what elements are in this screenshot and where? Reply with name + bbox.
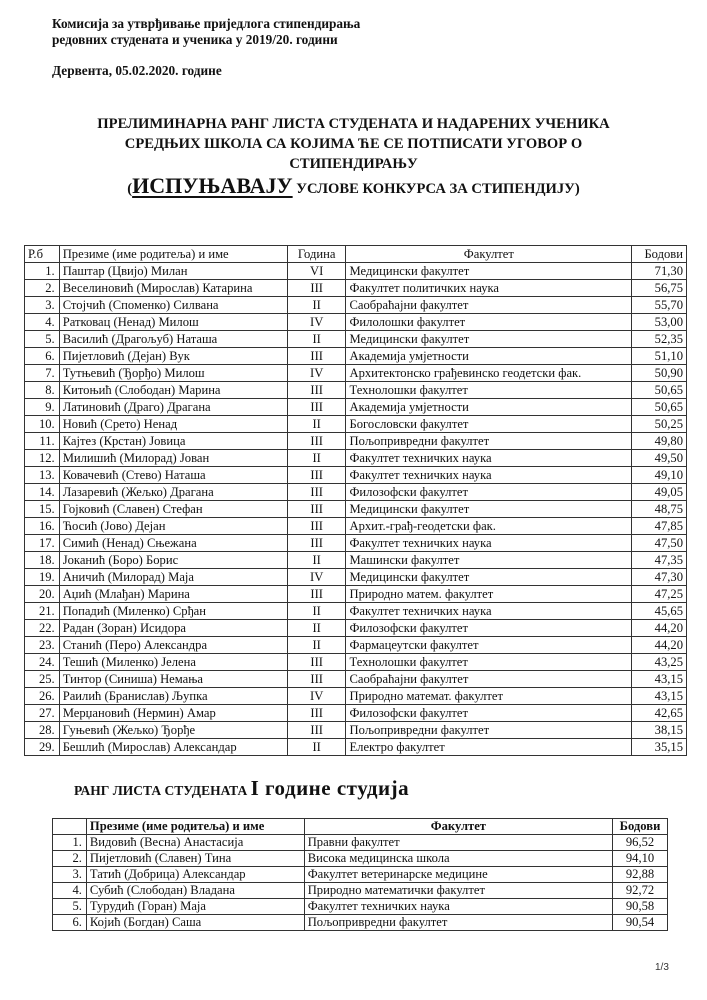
table-row bbox=[25, 484, 687, 501]
cell-faculty: Пољопривредни факултет bbox=[346, 433, 632, 450]
cell-rank: 7. bbox=[25, 365, 60, 382]
cell-name: Станић (Перо) Александра bbox=[59, 637, 287, 654]
title-emphasis: ИСПУЊАВАЈУ bbox=[132, 173, 293, 198]
cell-year: III bbox=[287, 280, 346, 297]
cell-faculty: Природно математички факултет bbox=[304, 883, 612, 899]
cell-points: 56,75 bbox=[632, 280, 687, 297]
cell-year: III bbox=[287, 484, 346, 501]
cell-points: 49,05 bbox=[632, 484, 687, 501]
cell-year: VI bbox=[287, 263, 346, 280]
cell-points: 47,30 bbox=[632, 569, 687, 586]
cell-name: Симић (Ненад) Сњежана bbox=[59, 535, 287, 552]
cell-rank: 28. bbox=[25, 722, 60, 739]
cell-rank: 17. bbox=[25, 535, 60, 552]
title-line2: СРЕДЊИХ ШКОЛА СА КОЈИМА ЋЕ СЕ ПОТПИСАТИ УГОВОР О bbox=[124, 136, 583, 152]
table-row bbox=[25, 297, 687, 314]
title-line3: СТИПЕНДИРАЊУ bbox=[289, 156, 418, 172]
cell-year: II bbox=[287, 739, 346, 756]
cell-name: Паштар (Цвијо) Милан bbox=[59, 263, 287, 280]
cell-name: Веселиновић (Мирослав) Катарина bbox=[59, 280, 287, 297]
cell-rank: 23. bbox=[25, 637, 60, 654]
cell-points: 47,85 bbox=[632, 518, 687, 535]
cell-faculty: Технолошки факултет bbox=[346, 654, 632, 671]
cell-rank: 9. bbox=[25, 399, 60, 416]
cell-rank: 27. bbox=[25, 705, 60, 722]
cell-name: Субић (Слободан) Владана bbox=[86, 883, 304, 899]
cell-name: Тешић (Миленко) Јелена bbox=[59, 654, 287, 671]
cell-name: Латиновић (Драго) Драгана bbox=[59, 399, 287, 416]
cell-rank: 6. bbox=[53, 915, 87, 931]
cell-name: Гојковић (Славен) Стефан bbox=[59, 501, 287, 518]
cell-year: IV bbox=[287, 314, 346, 331]
cell-year: III bbox=[287, 467, 346, 484]
cell-faculty: Филозофски факултет bbox=[346, 705, 632, 722]
cell-year: III bbox=[287, 382, 346, 399]
cell-name: Видовић (Весна) Анастасија bbox=[86, 835, 304, 851]
cell-faculty: Природно матем. факултет bbox=[346, 586, 632, 603]
cell-name: Стојчић (Споменко) Силвана bbox=[59, 297, 287, 314]
cell-points: 50,25 bbox=[632, 416, 687, 433]
cell-name: Ћосић (Јово) Дејан bbox=[59, 518, 287, 535]
cell-rank: 3. bbox=[25, 297, 60, 314]
table-row bbox=[25, 314, 687, 331]
table-row bbox=[25, 722, 687, 739]
cell-year: III bbox=[287, 348, 346, 365]
cell-rank: 5. bbox=[53, 899, 87, 915]
cell-name: Пијетловић (Дејан) Вук bbox=[59, 348, 287, 365]
cell-rank: 16. bbox=[25, 518, 60, 535]
header-name: Презиме (име родитеља) и име bbox=[59, 246, 287, 263]
cell-name: Раилић (Бранислав) Љупка bbox=[59, 688, 287, 705]
cell-rank: 3. bbox=[53, 867, 87, 883]
cell-rank: 6. bbox=[25, 348, 60, 365]
cell-faculty: Академија умјетности bbox=[346, 348, 632, 365]
table-row bbox=[25, 637, 687, 654]
cell-name: Гуњевић (Жељко) Ђорђе bbox=[59, 722, 287, 739]
header-points: Бодови bbox=[632, 246, 687, 263]
document-title bbox=[0, 114, 707, 199]
header-faculty: Факултет bbox=[304, 819, 612, 835]
cell-points: 47,35 bbox=[632, 552, 687, 569]
table-row bbox=[25, 433, 687, 450]
table-row bbox=[25, 671, 687, 688]
cell-points: 92,88 bbox=[613, 867, 668, 883]
cell-year: II bbox=[287, 450, 346, 467]
table-row bbox=[53, 915, 668, 931]
cell-year: IV bbox=[287, 365, 346, 382]
cell-year: III bbox=[287, 399, 346, 416]
cell-points: 52,35 bbox=[632, 331, 687, 348]
cell-name: Ковачевић (Стево) Наташа bbox=[59, 467, 287, 484]
cell-name: Татић (Добрица) Александар bbox=[86, 867, 304, 883]
table-row bbox=[25, 620, 687, 637]
table-row bbox=[25, 603, 687, 620]
cell-year: III bbox=[287, 722, 346, 739]
cell-points: 44,20 bbox=[632, 620, 687, 637]
commission-name-line2: редовних студената и ученика у 2019/20. години bbox=[52, 32, 338, 47]
page-number: 1/3 bbox=[655, 962, 669, 973]
cell-name: Новић (Срето) Ненад bbox=[59, 416, 287, 433]
cell-points: 42,65 bbox=[632, 705, 687, 722]
cell-name: Радан (Зоран) Исидора bbox=[59, 620, 287, 637]
first-year-table bbox=[52, 818, 668, 931]
cell-faculty: Факултет техничких наука bbox=[346, 603, 632, 620]
cell-points: 38,15 bbox=[632, 722, 687, 739]
cell-name: Бешлић (Мирослав) Александар bbox=[59, 739, 287, 756]
cell-points: 51,10 bbox=[632, 348, 687, 365]
table-row bbox=[25, 331, 687, 348]
cell-rank: 5. bbox=[25, 331, 60, 348]
cell-points: 49,50 bbox=[632, 450, 687, 467]
cell-year: III bbox=[287, 535, 346, 552]
cell-name: Ратковац (Ненад) Милош bbox=[59, 314, 287, 331]
table-row bbox=[25, 365, 687, 382]
table-row bbox=[25, 552, 687, 569]
cell-points: 43,15 bbox=[632, 671, 687, 688]
cell-name: Којић (Богдан) Саша bbox=[86, 915, 304, 931]
cell-rank: 4. bbox=[25, 314, 60, 331]
header-points: Бодови bbox=[613, 819, 668, 835]
table-row bbox=[53, 867, 668, 883]
cell-faculty: Саобраћајни факултет bbox=[346, 671, 632, 688]
cell-faculty: Правни факултет bbox=[304, 835, 612, 851]
cell-rank: 15. bbox=[25, 501, 60, 518]
section-title-big: I године студија bbox=[250, 776, 410, 800]
cell-rank: 11. bbox=[25, 433, 60, 450]
cell-year: III bbox=[287, 518, 346, 535]
cell-points: 50,65 bbox=[632, 382, 687, 399]
cell-year: II bbox=[287, 552, 346, 569]
cell-year: II bbox=[287, 416, 346, 433]
cell-points: 49,80 bbox=[632, 433, 687, 450]
table-row bbox=[25, 739, 687, 756]
cell-year: III bbox=[287, 671, 346, 688]
cell-year: III bbox=[287, 501, 346, 518]
table-row bbox=[25, 416, 687, 433]
table-header-row bbox=[25, 246, 687, 263]
cell-year: III bbox=[287, 433, 346, 450]
cell-year: II bbox=[287, 620, 346, 637]
cell-faculty: Медицински факултет bbox=[346, 569, 632, 586]
cell-rank: 12. bbox=[25, 450, 60, 467]
title-line1: ПРЕЛИМИНАРНА РАНГ ЛИСТА СТУДЕНАТА И НАДАРЕНИХ УЧЕНИКА bbox=[97, 116, 610, 132]
cell-name: Попадић (Миленко) Срђан bbox=[59, 603, 287, 620]
cell-points: 55,70 bbox=[632, 297, 687, 314]
cell-name: Китоњић (Слободан) Марина bbox=[59, 382, 287, 399]
cell-points: 96,52 bbox=[613, 835, 668, 851]
cell-year: III bbox=[287, 586, 346, 603]
cell-name: Тинтор (Синиша) Немања bbox=[59, 671, 287, 688]
table-row bbox=[25, 501, 687, 518]
cell-rank: 2. bbox=[53, 851, 87, 867]
cell-faculty: Електро факултет bbox=[346, 739, 632, 756]
cell-name: Турудић (Горан) Маја bbox=[86, 899, 304, 915]
table-row bbox=[25, 518, 687, 535]
cell-rank: 2. bbox=[25, 280, 60, 297]
cell-faculty: Машински факултет bbox=[346, 552, 632, 569]
header-no: Р.б bbox=[25, 246, 60, 263]
cell-points: 94,10 bbox=[613, 851, 668, 867]
header-faculty: Факултет bbox=[346, 246, 632, 263]
table-row bbox=[25, 535, 687, 552]
cell-rank: 24. bbox=[25, 654, 60, 671]
cell-year: II bbox=[287, 637, 346, 654]
cell-rank: 26. bbox=[25, 688, 60, 705]
main-ranking-table bbox=[24, 245, 687, 756]
cell-faculty: Филозофски факултет bbox=[346, 620, 632, 637]
cell-faculty: Природно математ. факултет bbox=[346, 688, 632, 705]
cell-faculty: Медицински факултет bbox=[346, 501, 632, 518]
cell-rank: 8. bbox=[25, 382, 60, 399]
cell-name: Кајтез (Крстан) Јовица bbox=[59, 433, 287, 450]
cell-rank: 14. bbox=[25, 484, 60, 501]
cell-rank: 21. bbox=[25, 603, 60, 620]
cell-rank: 29. bbox=[25, 739, 60, 756]
table-row bbox=[25, 705, 687, 722]
cell-faculty: Пољопривредни факултет bbox=[346, 722, 632, 739]
cell-rank: 4. bbox=[53, 883, 87, 899]
commission-name-line1: Комисија за утврђивање приједлога стипендирања bbox=[52, 16, 361, 31]
table-row bbox=[25, 586, 687, 603]
cell-rank: 22. bbox=[25, 620, 60, 637]
section-title-small: РАНГ ЛИСТА СТУДЕНАТА bbox=[74, 783, 251, 798]
table-row bbox=[53, 835, 668, 851]
cell-points: 44,20 bbox=[632, 637, 687, 654]
cell-faculty: Филозофски факултет bbox=[346, 484, 632, 501]
cell-points: 49,10 bbox=[632, 467, 687, 484]
cell-faculty: Фармацеутски факултет bbox=[346, 637, 632, 654]
cell-year: II bbox=[287, 603, 346, 620]
cell-faculty: Факултет ветеринарске медицине bbox=[304, 867, 612, 883]
cell-faculty: Архитектонско грађевинско геодетски фак. bbox=[346, 365, 632, 382]
cell-points: 45,65 bbox=[632, 603, 687, 620]
cell-name: Аџић (Млађан) Марина bbox=[59, 586, 287, 603]
table-row bbox=[25, 280, 687, 297]
section-title-first-year bbox=[74, 776, 409, 801]
cell-year: III bbox=[287, 705, 346, 722]
cell-year: IV bbox=[287, 569, 346, 586]
cell-points: 48,75 bbox=[632, 501, 687, 518]
cell-name: Мерџановић (Нермин) Амар bbox=[59, 705, 287, 722]
cell-rank: 25. bbox=[25, 671, 60, 688]
cell-faculty: Медицински факултет bbox=[346, 331, 632, 348]
cell-rank: 1. bbox=[25, 263, 60, 280]
table-row bbox=[25, 348, 687, 365]
cell-rank: 10. bbox=[25, 416, 60, 433]
cell-points: 47,50 bbox=[632, 535, 687, 552]
cell-rank: 1. bbox=[53, 835, 87, 851]
cell-name: Милишић (Милорад) Јован bbox=[59, 450, 287, 467]
cell-points: 47,25 bbox=[632, 586, 687, 603]
table-row bbox=[53, 851, 668, 867]
cell-points: 90,54 bbox=[613, 915, 668, 931]
cell-points: 92,72 bbox=[613, 883, 668, 899]
table-row bbox=[25, 263, 687, 280]
cell-faculty: Висока медицинска школа bbox=[304, 851, 612, 867]
title-line4 bbox=[0, 173, 707, 199]
cell-name: Јоканић (Боро) Борис bbox=[59, 552, 287, 569]
table-row bbox=[25, 382, 687, 399]
cell-faculty: Богословски факултет bbox=[346, 416, 632, 433]
table-header-row bbox=[53, 819, 668, 835]
cell-rank: 19. bbox=[25, 569, 60, 586]
cell-faculty: Архит.-грађ-геодетски фак. bbox=[346, 518, 632, 535]
cell-faculty: Технолошки факултет bbox=[346, 382, 632, 399]
cell-points: 50,65 bbox=[632, 399, 687, 416]
cell-rank: 18. bbox=[25, 552, 60, 569]
cell-faculty: Филолошки факултет bbox=[346, 314, 632, 331]
cell-name: Лазаревић (Жељко) Драгана bbox=[59, 484, 287, 501]
header-no bbox=[53, 819, 87, 835]
cell-rank: 20. bbox=[25, 586, 60, 603]
cell-points: 90,58 bbox=[613, 899, 668, 915]
cell-faculty: Факултет техничких наука bbox=[304, 899, 612, 915]
cell-name: Пијетловић (Славен) Тина bbox=[86, 851, 304, 867]
table-row bbox=[53, 883, 668, 899]
cell-faculty: Медицински факултет bbox=[346, 263, 632, 280]
cell-year: II bbox=[287, 297, 346, 314]
cell-points: 43,15 bbox=[632, 688, 687, 705]
cell-faculty: Пољопривредни факултет bbox=[304, 915, 612, 931]
cell-faculty: Факултет техничких наука bbox=[346, 450, 632, 467]
header-name: Презиме (име родитеља) и име bbox=[86, 819, 304, 835]
cell-name: Тутњевић (Ђорђо) Милош bbox=[59, 365, 287, 382]
cell-points: 53,00 bbox=[632, 314, 687, 331]
cell-rank: 13. bbox=[25, 467, 60, 484]
cell-name: Аничић (Милорад) Маја bbox=[59, 569, 287, 586]
cell-year: III bbox=[287, 654, 346, 671]
table-row bbox=[25, 654, 687, 671]
cell-year: II bbox=[287, 331, 346, 348]
cell-year: IV bbox=[287, 688, 346, 705]
cell-points: 50,90 bbox=[632, 365, 687, 382]
cell-faculty: Факултет техничких наука bbox=[346, 535, 632, 552]
table-row bbox=[25, 569, 687, 586]
title-paren-open: ( bbox=[127, 181, 133, 197]
table-row bbox=[25, 467, 687, 484]
table-row bbox=[53, 899, 668, 915]
cell-faculty: Факултет техничких наука bbox=[346, 467, 632, 484]
cell-faculty: Академија умјетности bbox=[346, 399, 632, 416]
table-row bbox=[25, 688, 687, 705]
table-row bbox=[25, 399, 687, 416]
cell-points: 35,15 bbox=[632, 739, 687, 756]
cell-name: Василић (Драгољуб) Наташа bbox=[59, 331, 287, 348]
cell-faculty: Факултет политичких наука bbox=[346, 280, 632, 297]
cell-points: 71,30 bbox=[632, 263, 687, 280]
title-rest: УСЛОВЕ КОНКУРСА ЗА СТИПЕНДИЈУ) bbox=[292, 181, 580, 197]
cell-points: 43,25 bbox=[632, 654, 687, 671]
header-year: Година bbox=[287, 246, 346, 263]
cell-faculty: Саобраћајни факултет bbox=[346, 297, 632, 314]
table-row bbox=[25, 450, 687, 467]
place-date: Дервента, 05.02.2020. године bbox=[52, 63, 222, 78]
